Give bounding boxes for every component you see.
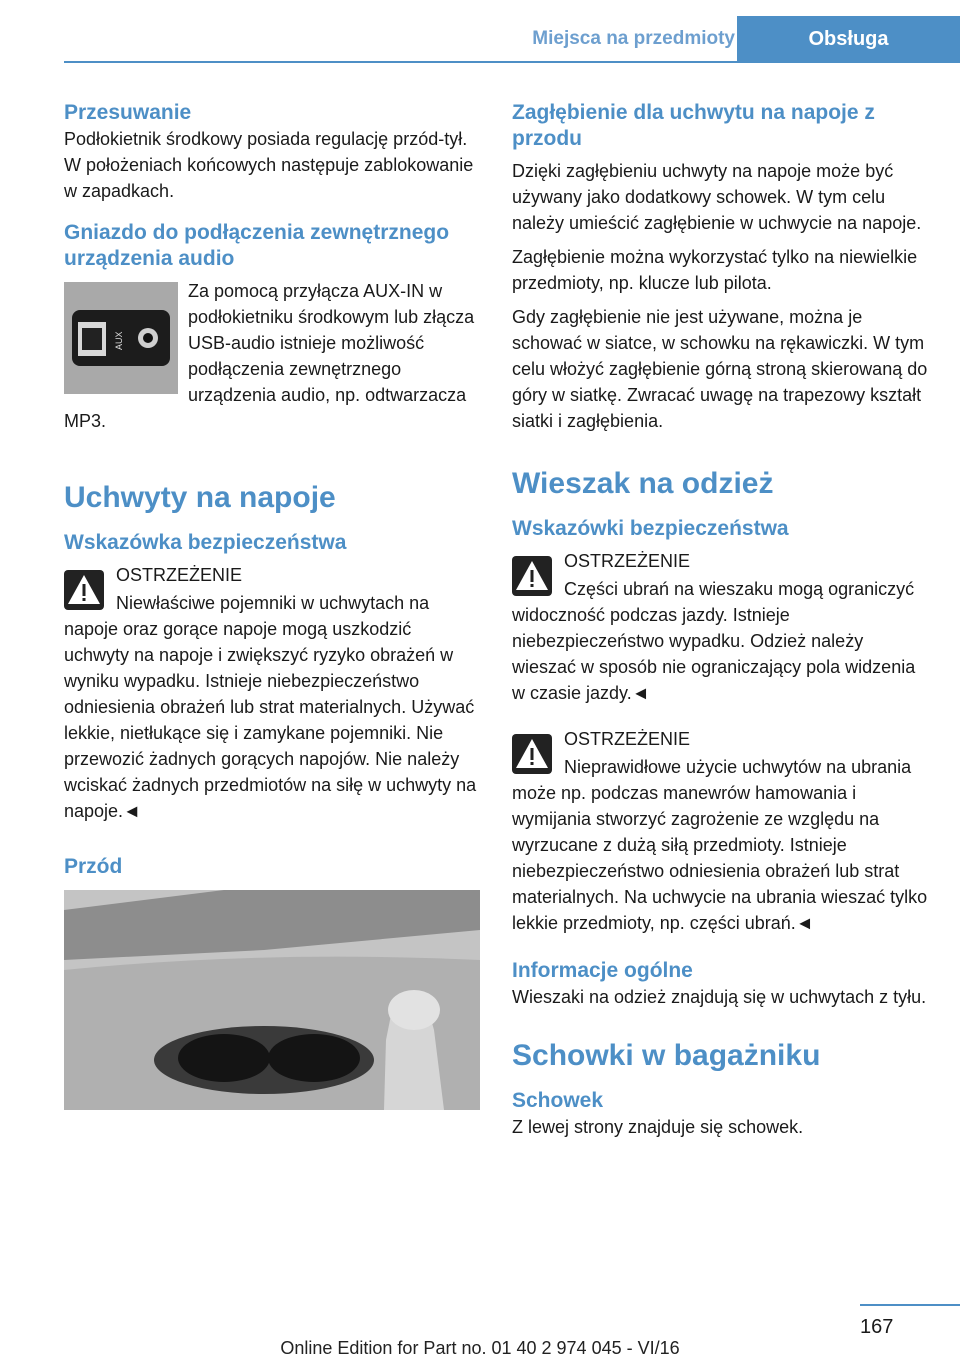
warning-text-cupholder: Niewłaściwe pojemniki w uchwytach na napoje oraz gorące napoje mogą uszkodzić uchwyty na napoje i zwiększyć ryzyko obrażeń w wyniku wypadku. Istnieje niebezpieczeństwo odniesienia obrażeń lub strat materialnych. Używać lekkie, nietłukące się i zamykane pojemniki. Nie przewozić żadnych gorących napojów. Nie należy wciskać żadnych przedmiotów na siłę w uchwyty na napoje.◄ (64, 593, 477, 821)
warning-text-visibility: Części ubrań na wieszaku mogą ograniczyć widoczność podczas jazdy. Istnieje niebezpieczeństwo wypadku. Odzież należy wieszać w sposób nie ograniczający pola widzenia w czasie jazdy.◄ (512, 579, 916, 703)
heading-wskazowki: Wskazówki bezpieczeństwa (512, 517, 789, 540)
header-chapter-tab: Obsługa (737, 16, 960, 62)
warning-block-hooks (512, 726, 928, 936)
warning-text-hooks: Nieprawidłowe użycie uchwytów na ubrania może np. podczas manewrów hamowania i wymijania stworzyć zagrożenie ze względu na wyrzucane z dużą siłą przedmioty. Istnieje niebezpieczeństwo odniesienia obrażeń lub strat materialnych. Na uchwycie na ubrania wieszać tylko lekkie przedmioty, np. części ubrań.◄ (512, 757, 928, 933)
heading-przesuwanie: Przesuwanie (64, 101, 192, 124)
text-gniazdo: Za pomocą przyłącza AUX-IN w podłokietniku środkowym lub złącza USB-audio istnieje możliwość podłączenia zewnętrznego urządzenia audio, np. odtwarzacza MP3. (64, 281, 475, 431)
warning-label: OSTRZEŻENIE (116, 565, 243, 585)
cupholder-photo (64, 890, 480, 1110)
warning-triangle-icon (512, 734, 552, 774)
heading-uchwyty: Uchwyty na napoje (64, 481, 336, 514)
text-zaglebienie-3: Gdy zagłębienie nie jest używane, można je schować w siatce, w schowku na rękawiczki. W tym celu włożyć zagłębienie górną stroną skierowaną do góry w siatkę. Zwracać uwagę na trapezowy kształt siatki i zagłębienia. (512, 307, 928, 431)
heading-wieszak: Wieszak na odzież (512, 467, 774, 500)
text-zaglebienie-2: Zagłębienie można wykorzystać tylko na niewielkie przedmioty, np. klucze lub pilota. (512, 247, 918, 293)
header-rule (64, 61, 960, 63)
heading-przod: Przód (64, 855, 123, 878)
heading-schowek: Schowek (512, 1089, 604, 1112)
header-section-title: Miejsca na przedmioty (532, 28, 735, 49)
text-informacje: Wieszaki na odzież znajdują się w uchwytach z tyłu. (512, 987, 927, 1007)
left-column (64, 100, 480, 1110)
warning-label: OSTRZEŻENIE (564, 551, 691, 571)
text-zaglebienie-1: Dzięki zagłębieniu uchwyty na napoje może być używany jako dodatkowy schowek. W tym celu należy umieścić zagłębienie w uchwycie na napoje. (512, 161, 922, 233)
aux-usb-port-image (64, 282, 178, 394)
edition-footer: Online Edition for Part no. 01 40 2 974 045 - VI/16 (280, 1338, 680, 1358)
heading-zaglebienie: Zagłębienie dla uchwytu na napoje z przodu (512, 101, 875, 150)
warning-triangle-icon (64, 570, 104, 610)
right-column (512, 100, 928, 1148)
warning-triangle-icon (512, 556, 552, 596)
heading-wskazowka: Wskazówka bezpieczeństwa (64, 531, 347, 554)
text-przesuwanie: Podłokietnik środkowy posiada regulację przód-tył. W położeniach końcowych następuje zablokowanie w zapadkach. (64, 129, 474, 201)
heading-gniazdo: Gniazdo do podłączenia zewnętrznego urządzenia audio (64, 221, 450, 270)
warning-label: OSTRZEŻENIE (564, 729, 691, 749)
svg-text:AUX: AUX (114, 331, 124, 350)
heading-schowki: Schowki w bagażniku (512, 1039, 821, 1072)
page-number: 167 (860, 1316, 894, 1338)
warning-block-visibility (512, 548, 928, 706)
heading-informacje: Informacje ogólne (512, 959, 693, 982)
warning-block-cupholder (64, 562, 480, 824)
footer-rule (860, 1304, 960, 1306)
text-schowek: Z lewej strony znajduje się schowek. (512, 1117, 804, 1137)
